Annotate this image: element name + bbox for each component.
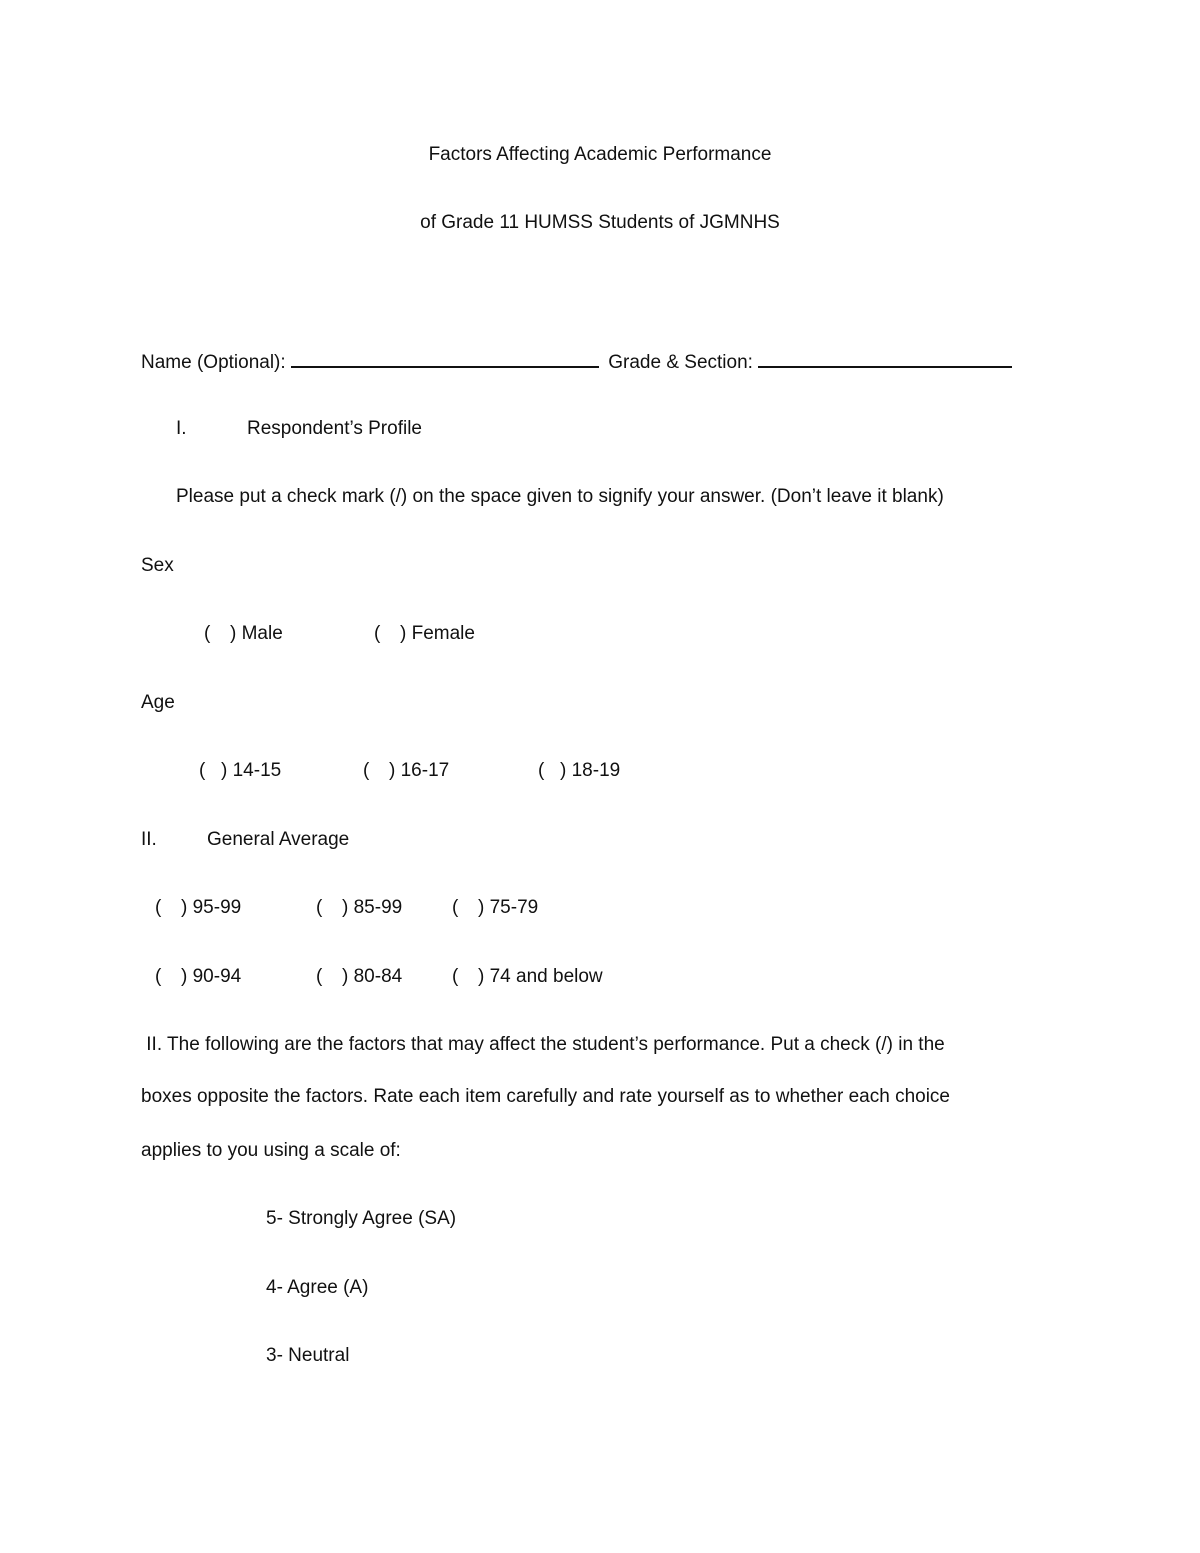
factors-paragraph-line2: boxes opposite the factors. Rate each item carefully and rate yourself as to whether each choice	[141, 1086, 951, 1107]
average-option-95-99[interactable]	[155, 896, 241, 920]
name-blank[interactable]	[291, 348, 599, 368]
checkbox-open: (	[204, 623, 211, 644]
checkbox-close: )	[400, 623, 407, 644]
page-subtitle: of Grade 11 HUMSS Students of JGMNHS	[420, 212, 780, 233]
checkbox-open: (	[363, 760, 370, 781]
section1-heading: Respondent’s Profile	[247, 418, 422, 439]
checkbox-close: )	[230, 623, 237, 644]
age-option-16-17[interactable]	[363, 759, 449, 783]
average-option-75-79[interactable]	[452, 896, 538, 920]
scale-item-strongly-agree: 5- Strongly Agree (SA)	[266, 1208, 457, 1229]
checkbox-open: (	[155, 897, 162, 918]
checkbox-close: )	[389, 760, 396, 781]
checkbox-close: )	[560, 760, 567, 781]
checkbox-close: )	[181, 897, 188, 918]
option-label: Male	[241, 623, 283, 644]
scale-item-neutral: 3- Neutral	[266, 1345, 350, 1366]
sex-label: Sex	[141, 555, 174, 576]
option-label: 85-99	[353, 897, 403, 918]
checkbox-open: (	[199, 760, 206, 781]
checkbox-close: )	[478, 897, 485, 918]
grade-label: Grade & Section:	[608, 352, 753, 373]
option-label: 75-79	[489, 897, 539, 918]
option-label: 80-84	[353, 966, 403, 987]
age-label: Age	[141, 692, 175, 713]
section1-numeral: I.	[176, 418, 187, 439]
section2-heading: General Average	[207, 829, 350, 850]
grade-section-blank[interactable]	[758, 348, 1012, 368]
checkbox-open: (	[374, 623, 381, 644]
instruction-text: Please put a check mark (/) on the space given to signify your answer. (Don’t leave it blank)	[176, 486, 944, 507]
option-label: 16-17	[400, 760, 450, 781]
option-label: 14-15	[232, 760, 282, 781]
checkbox-open: (	[316, 966, 323, 987]
age-option-18-19[interactable]	[538, 759, 620, 783]
name-field-row	[141, 348, 1012, 375]
age-option-14-15[interactable]	[199, 759, 281, 783]
option-label: 74 and below	[489, 966, 603, 987]
average-option-85-99[interactable]	[316, 896, 402, 920]
option-label: 90-94	[192, 966, 242, 987]
checkbox-open: (	[316, 897, 323, 918]
average-option-80-84[interactable]	[316, 965, 402, 989]
option-label: Female	[411, 623, 475, 644]
sex-option-female[interactable]	[374, 622, 475, 646]
checkbox-open: (	[452, 966, 459, 987]
factors-paragraph-line1: II. The following are the factors that may affect the student’s performance. Put a check (/) in the	[141, 1034, 945, 1055]
section2-numeral: II.	[141, 829, 157, 850]
checkbox-close: )	[342, 897, 349, 918]
page-title: Factors Affecting Academic Performance	[428, 144, 772, 165]
average-option-90-94[interactable]	[155, 965, 241, 989]
checkbox-open: (	[538, 760, 545, 781]
checkbox-close: )	[342, 966, 349, 987]
checkbox-open: (	[155, 966, 162, 987]
checkbox-open: (	[452, 897, 459, 918]
checkbox-close: )	[478, 966, 485, 987]
option-label: 18-19	[571, 760, 621, 781]
average-option-74-below[interactable]	[452, 965, 603, 989]
factors-paragraph-line3: applies to you using a scale of:	[141, 1140, 401, 1161]
checkbox-close: )	[181, 966, 188, 987]
scale-item-agree: 4- Agree (A)	[266, 1277, 369, 1298]
name-label: Name (Optional):	[141, 352, 286, 373]
sex-option-male[interactable]	[204, 622, 283, 646]
option-label: 95-99	[192, 897, 242, 918]
checkbox-close: )	[221, 760, 228, 781]
